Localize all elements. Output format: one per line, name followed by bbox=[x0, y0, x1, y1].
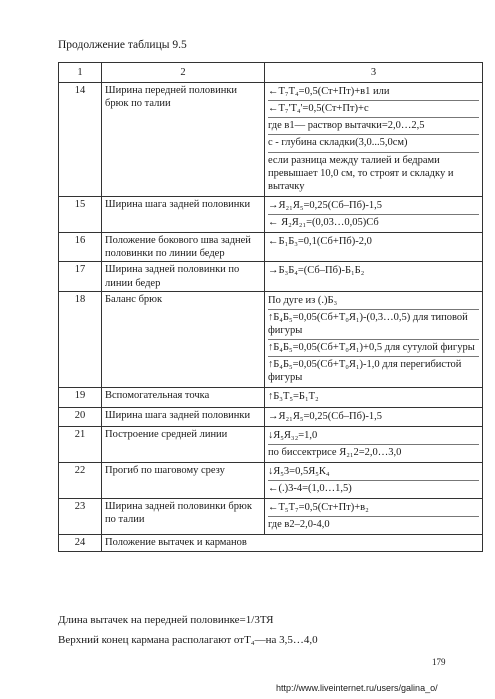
formula-cell bbox=[265, 388, 483, 407]
measurement-name: Баланс брюк bbox=[102, 291, 265, 388]
column-header: 1 bbox=[59, 63, 102, 83]
measurement-name: Ширина шага задней половинки bbox=[102, 196, 265, 232]
formula-line: по биссектрисе Я₂₁2=2,0…3,0 bbox=[268, 446, 402, 458]
table-row bbox=[59, 291, 483, 388]
table-caption: Продолжение таблицы 9.5 bbox=[58, 39, 187, 51]
table-row bbox=[59, 499, 483, 535]
footer-url: http://www.liveinternet.ru/users/galina_o/ bbox=[276, 683, 438, 693]
table-row bbox=[59, 407, 483, 426]
measurement-name: Вспомогательная точка bbox=[102, 388, 265, 407]
formula-line: ←Б₁Б₃=0,1(Сб+Пб)-2,0 bbox=[268, 236, 372, 248]
formula-line: с - глубина складки(3,0...5,0см) bbox=[268, 135, 479, 152]
formula-line: где в2–2,0-4,0 bbox=[268, 519, 330, 531]
formula-cell bbox=[265, 499, 483, 535]
note-pocket-position: Верхний конец кармана располагают отТ₄—на 3,5…4,0 bbox=[58, 634, 318, 646]
column-header: 2 bbox=[102, 63, 265, 83]
measurement-name: Ширина шага задней половинки bbox=[102, 407, 265, 426]
row-number: 15 bbox=[59, 196, 102, 232]
formula-line: где в1— раствор вытачки=2,0…2,5 bbox=[268, 118, 479, 135]
formula-cell bbox=[265, 407, 483, 426]
formula-line: ← Я₂Я₂₁=(0,03…0,05)Сб bbox=[268, 217, 379, 228]
formula-line: ↑Б₃Т₅=Б₁Т₂ bbox=[268, 391, 319, 403]
measurement-name: Ширина задней половинки по линии бедер bbox=[102, 262, 265, 291]
row-number: 23 bbox=[59, 499, 102, 535]
note-dart-length: Длина вытачек на передней половинке=1/3ТЯ bbox=[58, 614, 274, 626]
row-number: 18 bbox=[59, 291, 102, 388]
formula-line: ↑Б₄Б₅=0,05(Сб+Т₀Я₁)+0,5 для сутулой фигуры bbox=[268, 340, 479, 357]
table-row bbox=[59, 462, 483, 498]
formula-line: ←Т₅Т₇=0,5(Ст+Пт)+в₂ bbox=[268, 500, 479, 517]
row-number: 14 bbox=[59, 83, 102, 197]
formula-line: если разница между талией и бедрами превышает 10,0 см, то строят и складку и вытачку bbox=[268, 154, 454, 192]
formula-line: По дуге из (.)Б₃ bbox=[268, 293, 479, 310]
table-row bbox=[59, 388, 483, 407]
row-number: 22 bbox=[59, 462, 102, 498]
row-number: 20 bbox=[59, 407, 102, 426]
formula-line: →Я₂₁Я₅=0,25(Сб–Пб)-1,5 bbox=[268, 410, 383, 422]
measurement-name: Ширина задней половинки брюк по талии bbox=[102, 499, 265, 535]
formula-cell bbox=[265, 426, 483, 462]
page-number: 179 bbox=[432, 657, 446, 667]
measurement-name: Положение бокового шва задней половинки по линии бедер bbox=[102, 233, 265, 262]
table-row bbox=[59, 83, 483, 197]
formula-cell bbox=[265, 262, 483, 291]
formula-cell bbox=[265, 291, 483, 388]
formula-line: ↑Б₄Б₅=0,05(Сб+Т₀Я₁)-1,0 для перегибистой фигуры bbox=[268, 359, 462, 384]
formula-cell bbox=[265, 196, 483, 232]
row-number: 17 bbox=[59, 262, 102, 291]
table-header-row bbox=[59, 63, 483, 83]
formula-line: ←Т₇'Т₄'=0,5(Ст+Пт)+с bbox=[268, 101, 479, 118]
formula-line: ↓Я₅3=0,5Я₅К₄ bbox=[268, 464, 479, 481]
formula-line: ←(.)3-4=(1,0…1,5) bbox=[268, 483, 352, 494]
row-number: 16 bbox=[59, 233, 102, 262]
formula-line: →Я₂₁Я₅=0,25(Сб–Пб)-1,5 bbox=[268, 198, 479, 215]
table-row bbox=[59, 262, 483, 291]
measurement-table bbox=[58, 62, 483, 552]
formula-line: →Б₃Б₄=(Сб–Пб)-Б₁Б₂ bbox=[268, 265, 365, 277]
row-number: 19 bbox=[59, 388, 102, 407]
formula-line: ←Т₇Т₄=0,5(Ст+Пт)+в1 или bbox=[268, 84, 479, 101]
table-row bbox=[59, 233, 483, 262]
formula-cell bbox=[265, 83, 483, 197]
formula-cell bbox=[265, 233, 483, 262]
table-row bbox=[59, 196, 483, 232]
row-number: 21 bbox=[59, 426, 102, 462]
measurement-name: Прогиб по шаговому срезу bbox=[102, 462, 265, 498]
table-row bbox=[59, 426, 483, 462]
merged-row-text: Положение вытачек и карманов bbox=[102, 535, 483, 551]
formula-line: ↑Б₄Б₅=0,05(Сб+Т₀Я₁)-(0,3…0,5) для типовой фигуры bbox=[268, 310, 479, 340]
measurement-name: Построение средней линии bbox=[102, 426, 265, 462]
formula-cell bbox=[265, 462, 483, 498]
table-row bbox=[59, 535, 483, 551]
measurement-name: Ширина передней половинки брюк по талии bbox=[102, 83, 265, 197]
column-header: 3 bbox=[265, 63, 483, 83]
formula-line: ↓Я₅Я₃₂=1,0 bbox=[268, 428, 479, 445]
row-number: 24 bbox=[59, 535, 102, 551]
